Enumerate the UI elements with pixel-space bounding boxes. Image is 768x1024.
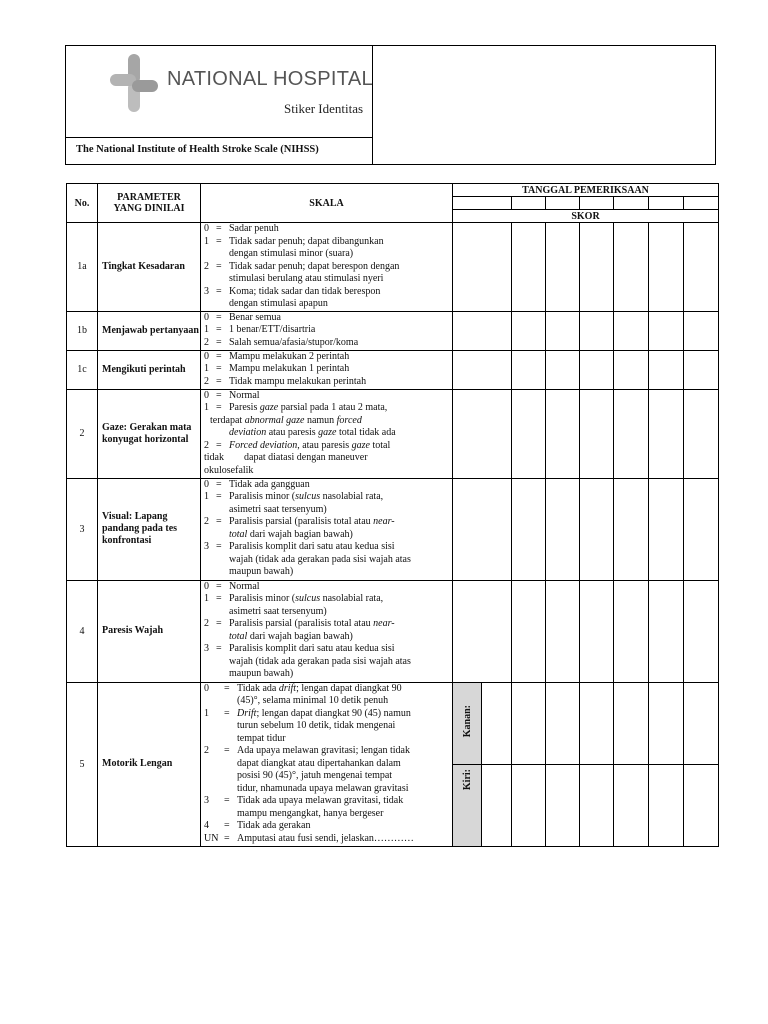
score-cell[interactable] bbox=[614, 580, 649, 682]
score-cell[interactable] bbox=[684, 478, 719, 580]
score-cell[interactable] bbox=[580, 311, 614, 350]
score-cell[interactable] bbox=[684, 350, 719, 389]
scale-cell: 0 = Normal 1 = Paresis gaze parsial pada 1 atau 2 mata, terdapat abnormal gaze namun forced deviation atau paresis gaze total tidak ada 2 = Forced deviation, atau paresis gaze total tidak dapat diatasi dengan maneuver okulosefalik bbox=[201, 389, 453, 478]
row-number: 2 bbox=[67, 389, 98, 478]
score-cell[interactable] bbox=[580, 478, 614, 580]
col-scale-header: SKALA bbox=[201, 184, 453, 223]
score-cell[interactable] bbox=[684, 764, 719, 846]
score-cell[interactable] bbox=[649, 682, 684, 764]
cross-logo-icon bbox=[108, 52, 160, 114]
score-cell[interactable] bbox=[614, 350, 649, 389]
date-cell[interactable] bbox=[684, 197, 719, 210]
score-cell[interactable] bbox=[649, 311, 684, 350]
date-cell[interactable] bbox=[614, 197, 649, 210]
score-cell[interactable] bbox=[546, 580, 580, 682]
score-cell[interactable] bbox=[580, 764, 614, 846]
row-parameter: Tingkat Kesadaran bbox=[98, 223, 201, 312]
score-cell[interactable] bbox=[649, 580, 684, 682]
score-cell[interactable] bbox=[649, 764, 684, 846]
score-cell[interactable] bbox=[546, 478, 580, 580]
scale-cell: 0 = Tidak ada drift; lengan dapat diangkat 90 (45)°, selama minimal 10 detik penuh 1 = Drift; lengan dapat diangkat 90 (45) namun turun sebelum 10 detik, tidak mengenai tempat tidur 2 = Ada upaya melawan gravitasi; lengan tidak dapat diangkat atau dipertahankan dalam posisi 90 (45)°, jatuh mengenai tempat tidur, nhamunada upaya melawan gravitasi 3 = Tidak ada upaya melawan gravitasi, tidak mampu mengangkat, hanya bergeser 4 = Tidak ada gerakan UN = Amputasi atau fusi sendi, jelaskan………… bbox=[201, 682, 453, 846]
score-cell[interactable] bbox=[453, 580, 512, 682]
table-row bbox=[67, 478, 719, 580]
row-parameter: Motorik Lengan bbox=[98, 682, 201, 846]
scale-cell: 0 = Tidak ada gangguan 1 = Paralisis minor (sulcus nasolabial rata, asimetri saat tersenyum) 2 = Paralisis parsial (paralisis total atau near- total dari wajah bagian bawah) 3 = Paralisis komplit dari satu atau kedua sisi wajah (tidak ada gerakan pada sisi wajah atas maupun bawah) bbox=[201, 478, 453, 580]
table-row bbox=[67, 682, 719, 764]
score-cell[interactable] bbox=[453, 389, 512, 478]
score-cell[interactable] bbox=[684, 682, 719, 764]
score-cell[interactable] bbox=[546, 350, 580, 389]
row-parameter: Menjawab pertanyaan bbox=[98, 311, 201, 350]
score-cell[interactable] bbox=[614, 223, 649, 312]
score-cell[interactable] bbox=[512, 223, 546, 312]
scale-cell: 0 = Benar semua 1 = 1 benar/ETT/disartria 2 = Salah semua/afasia/stupor/koma bbox=[201, 311, 453, 350]
score-cell[interactable] bbox=[649, 350, 684, 389]
score-cell[interactable] bbox=[684, 580, 719, 682]
row-parameter: Paresis Wajah bbox=[98, 580, 201, 682]
row-number: 1a bbox=[67, 223, 98, 312]
date-cell[interactable] bbox=[649, 197, 684, 210]
score-cell[interactable] bbox=[453, 478, 512, 580]
nihss-table bbox=[66, 183, 719, 847]
score-cell[interactable] bbox=[453, 350, 512, 389]
table-row bbox=[67, 350, 719, 389]
col-score-header: SKOR bbox=[453, 210, 719, 223]
score-cell[interactable] bbox=[512, 580, 546, 682]
score-cell[interactable] bbox=[580, 350, 614, 389]
score-cell[interactable] bbox=[482, 764, 512, 846]
right-arm-label: Kanan: bbox=[453, 682, 482, 764]
scale-cell: 0 = Sadar penuh 1 = Tidak sadar penuh; dapat dibangunkan dengan stimulasi minor (suara) 2 = Tidak sadar penuh; dapat berespon dengan stimulasi berulang atau stimulasi nyeri 3 = Koma; tidak sadar dan tidak berespon dengan stimulasi apapun bbox=[201, 223, 453, 312]
date-cell[interactable] bbox=[580, 197, 614, 210]
score-cell[interactable] bbox=[580, 580, 614, 682]
score-cell[interactable] bbox=[512, 764, 546, 846]
row-number: 3 bbox=[67, 478, 98, 580]
scale-cell: 0 = Mampu melakukan 2 perintah 1 = Mampu melakukan 1 perintah 2 = Tidak mampu melakukan perintah bbox=[201, 350, 453, 389]
score-cell[interactable] bbox=[649, 223, 684, 312]
row-number: 5 bbox=[67, 682, 98, 846]
table-row bbox=[67, 389, 719, 478]
row-parameter: Gaze: Gerakan mata konyugat horizontal bbox=[98, 389, 201, 478]
score-cell[interactable] bbox=[614, 682, 649, 764]
score-cell[interactable] bbox=[512, 478, 546, 580]
date-cell[interactable] bbox=[546, 197, 580, 210]
hospital-name: NATIONAL HOSPITAL bbox=[167, 68, 373, 90]
score-cell[interactable] bbox=[580, 682, 614, 764]
score-cell[interactable] bbox=[453, 223, 512, 312]
date-cell[interactable] bbox=[512, 197, 546, 210]
score-cell[interactable] bbox=[482, 682, 512, 764]
table-row bbox=[67, 311, 719, 350]
score-cell[interactable] bbox=[512, 311, 546, 350]
score-cell[interactable] bbox=[580, 389, 614, 478]
score-cell[interactable] bbox=[614, 389, 649, 478]
score-cell[interactable] bbox=[614, 311, 649, 350]
score-cell[interactable] bbox=[512, 682, 546, 764]
col-no-header: No. bbox=[67, 184, 98, 223]
col-param-header: PARAMETER YANG DINILAI bbox=[98, 184, 201, 223]
score-cell[interactable] bbox=[546, 389, 580, 478]
score-cell[interactable] bbox=[684, 311, 719, 350]
scale-cell: 0 = Normal 1 = Paralisis minor (sulcus nasolabial rata, asimetri saat tersenyum) 2 = Paralisis parsial (paralisis total atau near- total dari wajah bagian bawah) 3 = Paralisis komplit dari satu atau kedua sisi wajah (tidak ada gerakan pada sisi wajah atas maupun bawah) bbox=[201, 580, 453, 682]
col-date-header: TANGGAL PEMERIKSAAN bbox=[453, 184, 719, 197]
table-row bbox=[67, 580, 719, 682]
score-cell[interactable] bbox=[684, 223, 719, 312]
score-cell[interactable] bbox=[649, 478, 684, 580]
score-cell[interactable] bbox=[580, 223, 614, 312]
score-cell[interactable] bbox=[684, 389, 719, 478]
score-cell[interactable] bbox=[512, 389, 546, 478]
row-number: 1b bbox=[67, 311, 98, 350]
row-parameter: Visual: Lapang pandang pada tes konfrontasi bbox=[98, 478, 201, 580]
row-number: 4 bbox=[67, 580, 98, 682]
score-cell[interactable] bbox=[649, 389, 684, 478]
table-row bbox=[67, 223, 719, 312]
score-cell[interactable] bbox=[546, 764, 580, 846]
sticker-label: Stiker Identitas bbox=[284, 101, 364, 116]
score-cell[interactable] bbox=[453, 311, 512, 350]
row-number: 1c bbox=[67, 350, 98, 389]
score-cell[interactable] bbox=[614, 478, 649, 580]
form-title: The National Institute of Health Stroke Scale (NIHSS) bbox=[76, 144, 319, 155]
score-cell[interactable] bbox=[614, 764, 649, 846]
left-arm-label: Kiri: bbox=[453, 764, 482, 846]
score-cell[interactable] bbox=[512, 350, 546, 389]
score-cell[interactable] bbox=[546, 311, 580, 350]
score-cell[interactable] bbox=[546, 223, 580, 312]
score-cell[interactable] bbox=[546, 682, 580, 764]
header-box bbox=[65, 45, 716, 165]
row-parameter: Mengikuti perintah bbox=[98, 350, 201, 389]
date-cell[interactable] bbox=[453, 197, 512, 210]
